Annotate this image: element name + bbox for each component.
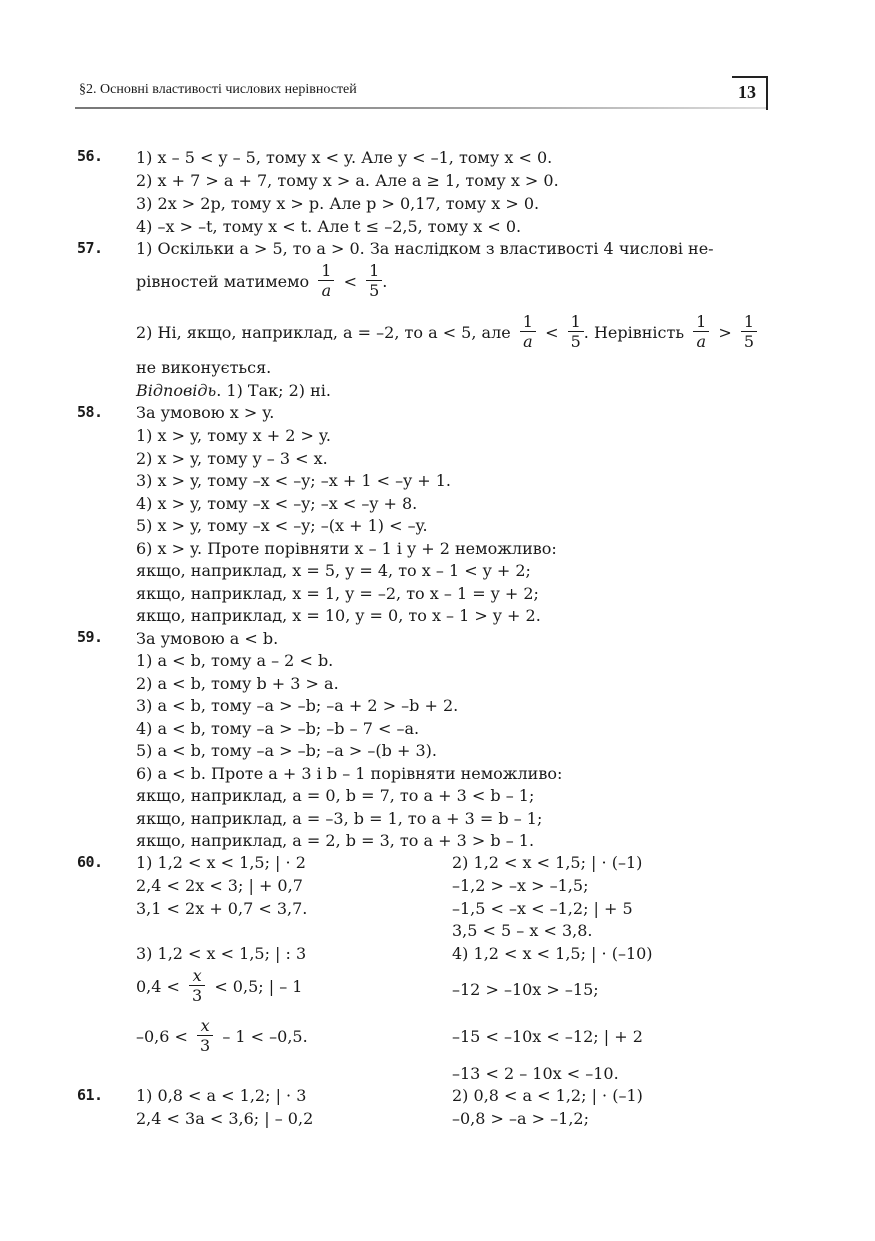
numerator: 1 [743, 312, 755, 331]
numerator: 1 [570, 312, 581, 331]
denominator: 5 [366, 280, 382, 301]
line-text: . Нерівність [583, 323, 685, 342]
answer-text: . 1) Так; 2) ні. [216, 381, 331, 400]
solution-line-with-fractions [136, 262, 387, 301]
answer-line [136, 381, 331, 400]
solution-line: 2,4 < 3a < 3,6; | – 0,2 [136, 1109, 314, 1128]
solution-line: якщо, наприклад, x = 10, y = 0, то x – 1 > y + 2. [136, 606, 541, 625]
denominator: a [693, 331, 709, 352]
denominator: a [318, 280, 334, 301]
problem-number: 56. [77, 147, 103, 165]
solution-line: 2) 1,2 < x < 1,5; | · (–1) [452, 853, 643, 872]
punctuation: . [382, 272, 388, 291]
solution-line: –0,8 > –a > –1,2; [452, 1109, 589, 1128]
solution-line: –1,5 < –x < –1,2; | + 5 [452, 899, 633, 918]
fraction [366, 262, 382, 301]
line-text: –0,6 < [136, 1027, 188, 1046]
relation-sign: < [343, 272, 357, 291]
line-text: – 1 < –0,5. [222, 1027, 308, 1046]
denominator: 3 [189, 985, 205, 1006]
line-text: 2) Ні, якщо, наприклад, a = –2, то a < 5, але [136, 323, 511, 342]
solution-line: 5) x > y, тому –x < –y; –(x + 1) < –y. [136, 516, 428, 535]
relation-sign: < [545, 323, 559, 342]
numerator: 1 [369, 261, 380, 280]
answer-label: Відповідь [136, 381, 217, 400]
fraction [568, 313, 584, 352]
solution-line: 1) x – 5 < y – 5, тому x < y. Але y < –1, тому x < 0. [136, 148, 553, 167]
solution-line: 4) x > y, тому –x < –y; –x < –y + 8. [136, 494, 418, 513]
numerator: 1 [321, 261, 332, 280]
solution-line: якщо, наприклад, a = 2, b = 3, то a + 3 > b – 1. [136, 831, 535, 850]
solution-line: якщо, наприклад, x = 5, y = 4, то x – 1 < y + 2; [136, 561, 531, 580]
solution-line: 2,4 < 2x < 3; | + 0,7 [136, 876, 303, 895]
solution-line: 3) x > y, тому –x < –y; –x + 1 < –y + 1. [136, 471, 451, 490]
solution-line-with-fraction [136, 1017, 308, 1056]
numerator: x [192, 966, 202, 985]
solution-line: За умовою x > y. [136, 403, 275, 422]
solution-line: 3) a < b, тому –a > –b; –a + 2 > –b + 2. [136, 696, 459, 715]
solution-line: 3) 2x > 2p, тому x > p. Але p > 0,17, тому x > 0. [136, 194, 540, 213]
solution-line-with-fraction [136, 967, 302, 1006]
problem-number: 59. [77, 628, 103, 646]
solution-line-with-fractions [136, 313, 761, 352]
solution-line: 6) x > y. Проте порівняти x – 1 і y + 2 неможливо: [136, 539, 557, 558]
solution-line: 2) x + 7 > a + 7, тому x > a. Але a ≥ 1, тому x > 0. [136, 171, 559, 190]
problem-number: 58. [77, 403, 103, 421]
solution-line: не виконується. [136, 358, 272, 377]
solution-line: 2) x > y, тому y – 3 < x. [136, 449, 328, 468]
solution-line: 3,1 < 2x + 0,7 < 3,7. [136, 899, 308, 918]
fraction [741, 313, 757, 352]
problem-number: 60. [77, 853, 103, 871]
solution-line: якщо, наприклад, x = 1, y = –2, то x – 1 = y + 2; [136, 584, 539, 603]
line-text: 0,4 < [136, 977, 180, 996]
solution-line: 4) –x > –t, тому x < t. Але t ≤ –2,5, тому x < 0. [136, 217, 522, 236]
solution-line: 4) 1,2 < x < 1,5; | · (–10) [452, 944, 653, 963]
problem-number: 57. [77, 239, 103, 257]
numerator: 1 [522, 312, 533, 331]
solution-line: –12 > –10x > –15; [452, 980, 599, 999]
solution-line: 4) a < b, тому –a > –b; –b – 7 < –a. [136, 719, 420, 738]
solution-line: –13 < 2 – 10x < –10. [452, 1064, 619, 1083]
section-title: §2. Основні властивості числових нерівностей [79, 82, 357, 97]
solution-line: 3,5 < 5 – x < 3,8. [452, 921, 593, 940]
solution-line: якщо, наприклад, a = 0, b = 7, то a + 3 < b – 1; [136, 786, 535, 805]
solution-line: За умовою a < b. [136, 629, 279, 648]
fraction [693, 313, 709, 352]
solution-line: 1) 1,2 < x < 1,5; | · 2 [136, 853, 306, 872]
numerator: x [200, 1016, 210, 1035]
line-text: рівностей матимемо [136, 272, 310, 291]
problem-number: 61. [77, 1086, 103, 1104]
solution-line: 6) a < b. Проте a + 3 і b – 1 порівняти неможливо: [136, 764, 563, 783]
relation-sign: > [718, 323, 732, 342]
solution-line: 1) Оскільки a > 5, то a > 0. За наслідком з властивості 4 числові не- [136, 239, 714, 258]
solution-line: 2) a < b, тому b + 3 > a. [136, 674, 339, 693]
fraction [189, 967, 205, 1006]
denominator: 3 [197, 1035, 213, 1056]
solution-line: 1) x > y, тому x + 2 > y. [136, 426, 331, 445]
denominator: 5 [741, 331, 757, 352]
solution-line: 1) a < b, тому a – 2 < b. [136, 651, 334, 670]
solution-line: –1,2 > –x > –1,5; [452, 876, 589, 895]
solution-line: якщо, наприклад, a = –3, b = 1, то a + 3 = b – 1; [136, 809, 543, 828]
fraction [197, 1017, 213, 1056]
page-number: 13 [738, 82, 756, 102]
denominator: 5 [568, 331, 584, 352]
solution-line: 3) 1,2 < x < 1,5; | : 3 [136, 944, 307, 963]
fraction [520, 313, 536, 352]
solution-line: 1) 0,8 < a < 1,2; | · 3 [136, 1086, 307, 1105]
numerator: 1 [696, 312, 707, 331]
fraction [318, 262, 334, 301]
solution-line: 5) a < b, тому –a > –b; –a > –(b + 3). [136, 741, 437, 760]
denominator: a [520, 331, 536, 352]
solution-line: 2) 0,8 < a < 1,2; | · (–1) [452, 1086, 643, 1105]
line-text: < 0,5; | – 1 [214, 977, 303, 996]
solution-line: –15 < –10x < –12; | + 2 [452, 1027, 643, 1046]
